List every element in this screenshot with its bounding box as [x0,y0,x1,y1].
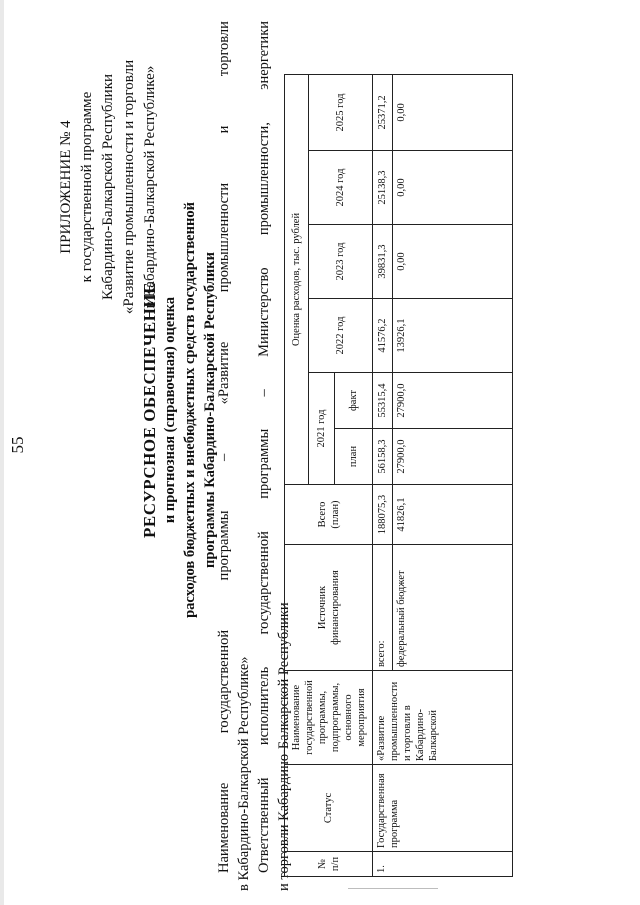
word: исполнитель [256,666,272,746]
appendix-line: «Развитие промышленности и торговли [121,59,137,315]
header-source: Источник финансирования [285,545,373,671]
header-2021: 2021 год [309,373,335,485]
word: Наименование [216,782,232,873]
word: промышленности, [256,122,272,236]
word: энергетики [256,21,272,90]
header-2025: 2025 год [309,74,373,150]
program-name-line [214,21,234,891]
program-info [214,21,294,891]
word: государственной [256,531,272,635]
cell-source: федеральный бюджет [393,545,513,671]
header-2024: 2024 год [309,151,373,225]
word: государственной [216,629,232,734]
cell-2025: 25371,2 [373,74,393,150]
word: промышленности [216,182,232,293]
word: – [216,453,232,461]
cell-total: 188075,3 [373,485,393,545]
cell-total: 41826,1 [393,485,513,545]
cell-source: всего: [373,545,393,671]
cell-plan: 27900,0 [393,429,513,485]
program-name-line-2: в Кабардино-Балкарской Республике» [236,656,252,891]
cell-2022: 41576,2 [373,299,393,373]
appendix-line: в Кабардино-Балкарской Республике» [142,65,158,309]
cell-fact: 55315,4 [373,373,393,429]
page-number: 55 [8,436,27,454]
header-num: № п/п [285,852,373,877]
appendix-line: Кабардино-Балкарской Республики [100,73,116,301]
header-fact: факт [335,373,373,429]
word: и [216,125,232,134]
cell-2025: 0,00 [393,74,513,150]
word: программы [216,510,232,581]
cell-num: 1. [373,852,513,877]
cell-2024: 0,00 [393,151,513,225]
cell-2022: 13926,1 [393,299,513,373]
executor-line-2: и торговли Кабардино-Балкарской Республики [276,602,292,891]
cell-2023: 39831,3 [373,225,393,299]
header-total: Всего (план) [285,485,373,545]
table-row [373,74,393,876]
cell-name: «Развитие промышленности и торговли в Кабардино-Балкарской [373,671,513,765]
cell-2024: 25138,3 [373,151,393,225]
word: – [256,389,272,397]
title-line: РЕСУРСНОЕ ОБЕСПЕЧЕНИЕ [140,282,159,538]
title-line: программы Кабардино-Балкарской Республики [202,252,218,568]
word: Министерство [256,267,272,357]
header-name: Наименование государственной программы, подпрограммы, основного мероприятия [285,671,373,765]
header-status: Статус [285,765,373,852]
word: программы [256,428,272,499]
header-2022: 2022 год [309,299,373,373]
title-line: расходов бюджетных и внебюджетных средств государственной [182,202,198,618]
header-2023: 2023 год [309,225,373,299]
executor-line [254,21,274,891]
appendix-line: к государственной программе [79,91,95,283]
word: «Развитие [216,341,232,405]
cell-fact: 27900,0 [393,373,513,429]
word: Ответственный [256,777,272,873]
appendix-line: ПРИЛОЖЕНИЕ № 4 [58,120,74,254]
header-estimate: Оценка расходов, тыс. рублей [285,74,309,484]
cell-status: Государственная программа [373,765,513,852]
header-plan: план [335,429,373,485]
document-title [140,130,220,690]
word: торговли [216,21,232,77]
resource-table [284,74,513,877]
cell-2023: 0,00 [393,225,513,299]
cell-plan: 56158,3 [373,429,393,485]
title-line: и прогнозная (справочная) оценка [162,296,178,524]
